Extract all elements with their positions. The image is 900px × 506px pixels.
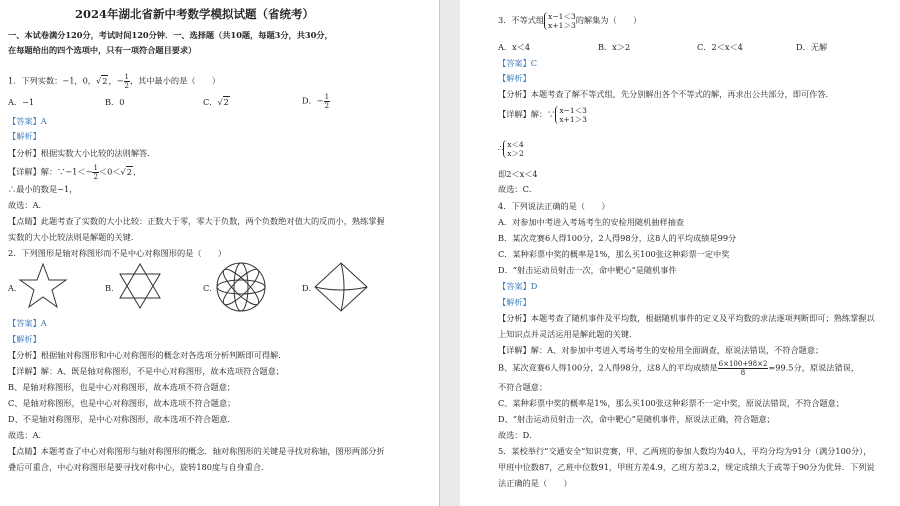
q3-option-c: C．2＜x＜4 [697, 42, 743, 52]
q3-detail: 【详解】解：∵ x−1＜3 x+1＞3 [498, 106, 587, 124]
q4-analysis-line-2: 上知识点并灵活运用是解此题的关键． [498, 329, 638, 339]
q4-choose: 故选：D． [498, 430, 538, 440]
q2-analysis: 【分析】根据轴对称图形和中心对称图形的概念对各选项分析判断即可得解． [8, 350, 287, 360]
q2-option-c: C． [203, 283, 218, 293]
q4-detail-c: C、某种彩票中奖的概率是1%，那么买100张这种彩票不一定中奖，原说法错误，不符合题意； [498, 398, 845, 408]
q2-point-line-2: 叠后可重合，中心对称图形是要寻找对称中心，旋转180度与自身重合． [8, 462, 270, 472]
q4-detail-a: 【详解】解：A、对参加中考进入考场考生的安检用全面调查，原说法错误，不符合题意； [498, 345, 824, 355]
q1-option-d: D．− $\frac{1}{2}$ [302, 93, 330, 110]
q5-line-2: 甲班中位数87，乙班中位数91，甲班方差4.9，乙班方差3.2，规定成绩大于或等于90分为优异．下列说 [498, 462, 875, 472]
six-pointed-star-figure [115, 262, 165, 310]
five-pointed-star-figure [18, 262, 68, 310]
intro-line-2: 在每题给出的四个选项中，只有一项符合题目要求） [8, 45, 197, 55]
q2-point-line-1: 【点睛】本题考查了中心对称图形与轴对称图形的概念．轴对称图形的关键是寻找对称轴，图形两部分折 [8, 446, 385, 456]
page-gap [440, 0, 460, 506]
q3-jiexi-label: 【解析】 [498, 73, 531, 83]
q4-jiexi-label: 【解析】 [498, 297, 531, 307]
q2-option-b: B． [105, 283, 120, 293]
q3-option-a: A．x＜4 [498, 42, 531, 52]
q1-conclusion: ∴最小的数是−1， [8, 184, 78, 194]
q2-detail-c: C、是轴对称图形，也是中心对称图形，故本选项不符合题意； [8, 398, 236, 408]
q1-stem: 1．下列实数：−1，0，√2，− $\frac{1}{2}$ ，其中最小的是（ ） [8, 73, 221, 90]
q1-detail: 【详解】解：∵−1＜− $\frac{1}{2}$ ＜0＜√2， [8, 164, 142, 181]
q1-option-b: B．0 [105, 97, 125, 107]
q4-analysis-line-1: 【分析】本题考查了随机事件及平均数，根据随机事件的定义及平均数的求法逐项判断即可；熟练掌握以 [498, 313, 875, 323]
q1-jiexi-label: 【解析】 [8, 131, 41, 141]
q2-choose: 故选：A． [8, 430, 47, 440]
right-page [460, 0, 900, 506]
q4-option-a: A．对参加中考进入考场考生的安检用随机抽样抽查 [498, 217, 685, 227]
q2-jiexi-label: 【解析】 [8, 334, 41, 344]
q3-result: 即2＜x＜4 [498, 169, 538, 179]
q3-option-b: B．x＞2 [598, 42, 631, 52]
q5-line-1: 5．某校举行“交通安全”知识竞赛，甲、乙两班的参加人数均为40人，平均分均为91分（满分100分）， [498, 446, 872, 456]
doc-title: 2024年湖北省新中考数学模拟试题（省统考） [75, 7, 315, 21]
q1-answer: 【答案】A [8, 116, 47, 126]
q1-point-line-1: 【点睛】此题考查了实数的大小比较：正数大于零，零大于负数，两个负数绝对值大的反而小，熟练掌握 [8, 216, 385, 226]
q4-answer: 【答案】D [498, 281, 538, 291]
q4-option-c: C．某种彩票中奖的概率是1%，那么买100张这种彩票一定中奖 [498, 249, 730, 259]
circle-petal-figure [213, 260, 269, 314]
q2-detail-d: D、不是轴对称图形，是中心对称图形，故本选项不符合题意． [8, 414, 236, 424]
square-arcs-figure [312, 260, 370, 314]
q4-option-d: D．“射击运动员射击一次，命中靶心”是随机事件 [498, 265, 677, 275]
q4-detail-b-cont: 不符合题意； [498, 382, 548, 392]
q4-option-b: B．某次竞赛6人得100分，2人得98分，这8人的平均成绩是99分 [498, 233, 737, 243]
q1-choose: 故选：A． [8, 200, 47, 210]
q1-analysis: 【分析】根据实数大小比较的法则解答． [8, 148, 156, 158]
q3-therefore: ∴ x＜4 x＞2 [498, 140, 524, 158]
q1-point-line-2: 实数的大小比较法则是解题的关键． [8, 232, 140, 242]
q4-stem: 4．下列说法正确的是（ ） [498, 201, 610, 211]
q3-choose: 故选：C． [498, 184, 538, 194]
q1-option-a: A．−1 [8, 97, 35, 107]
q3-option-d: D．无解 [796, 42, 828, 52]
q2-option-a: A． [8, 283, 23, 293]
q1-option-c: C．√2 [203, 97, 229, 107]
q2-detail-a: 【详解】解：A、既是轴对称图形，不是中心对称图形，故本选项符合题意； [8, 366, 285, 376]
q2-option-d: D． [302, 283, 317, 293]
q3-analysis: 【分析】本题考查了解不等式组，先分别解出各个不等式的解，再求出公共部分，即可作答． [498, 89, 834, 99]
q4-detail-d: D、“射击运动员射击一次，命中靶心”是随机事件，原说法正确，符合题意； [498, 414, 775, 424]
q2-answer: 【答案】A [8, 318, 47, 328]
q2-stem: 2．下列图形是轴对称图形而不是中心对称图形的是（ ） [8, 248, 227, 258]
q4-detail-b: B、某次竞赛6人得100分，2人得98分，这8人的平均成绩是 $\frac{6\times 100+98\times 2}{8}$ =99.5分，原说法错误， [498, 360, 860, 377]
intro-line-1: 一、本试卷满分120分，考试时间120分钟．一、选择题（共10题，每题3分，共30分， [8, 30, 333, 40]
left-page [0, 0, 440, 506]
q3-answer: 【答案】C [498, 58, 538, 68]
q3-stem: 3．不等式组 x−1＜3 x+1＞3的解集为（ ） [498, 12, 642, 30]
q5-line-3: 法正确的是（ ） [498, 478, 572, 488]
q2-detail-b: B、是轴对称图形，也是中心对称图形，故本选项不符合题意； [8, 382, 236, 392]
